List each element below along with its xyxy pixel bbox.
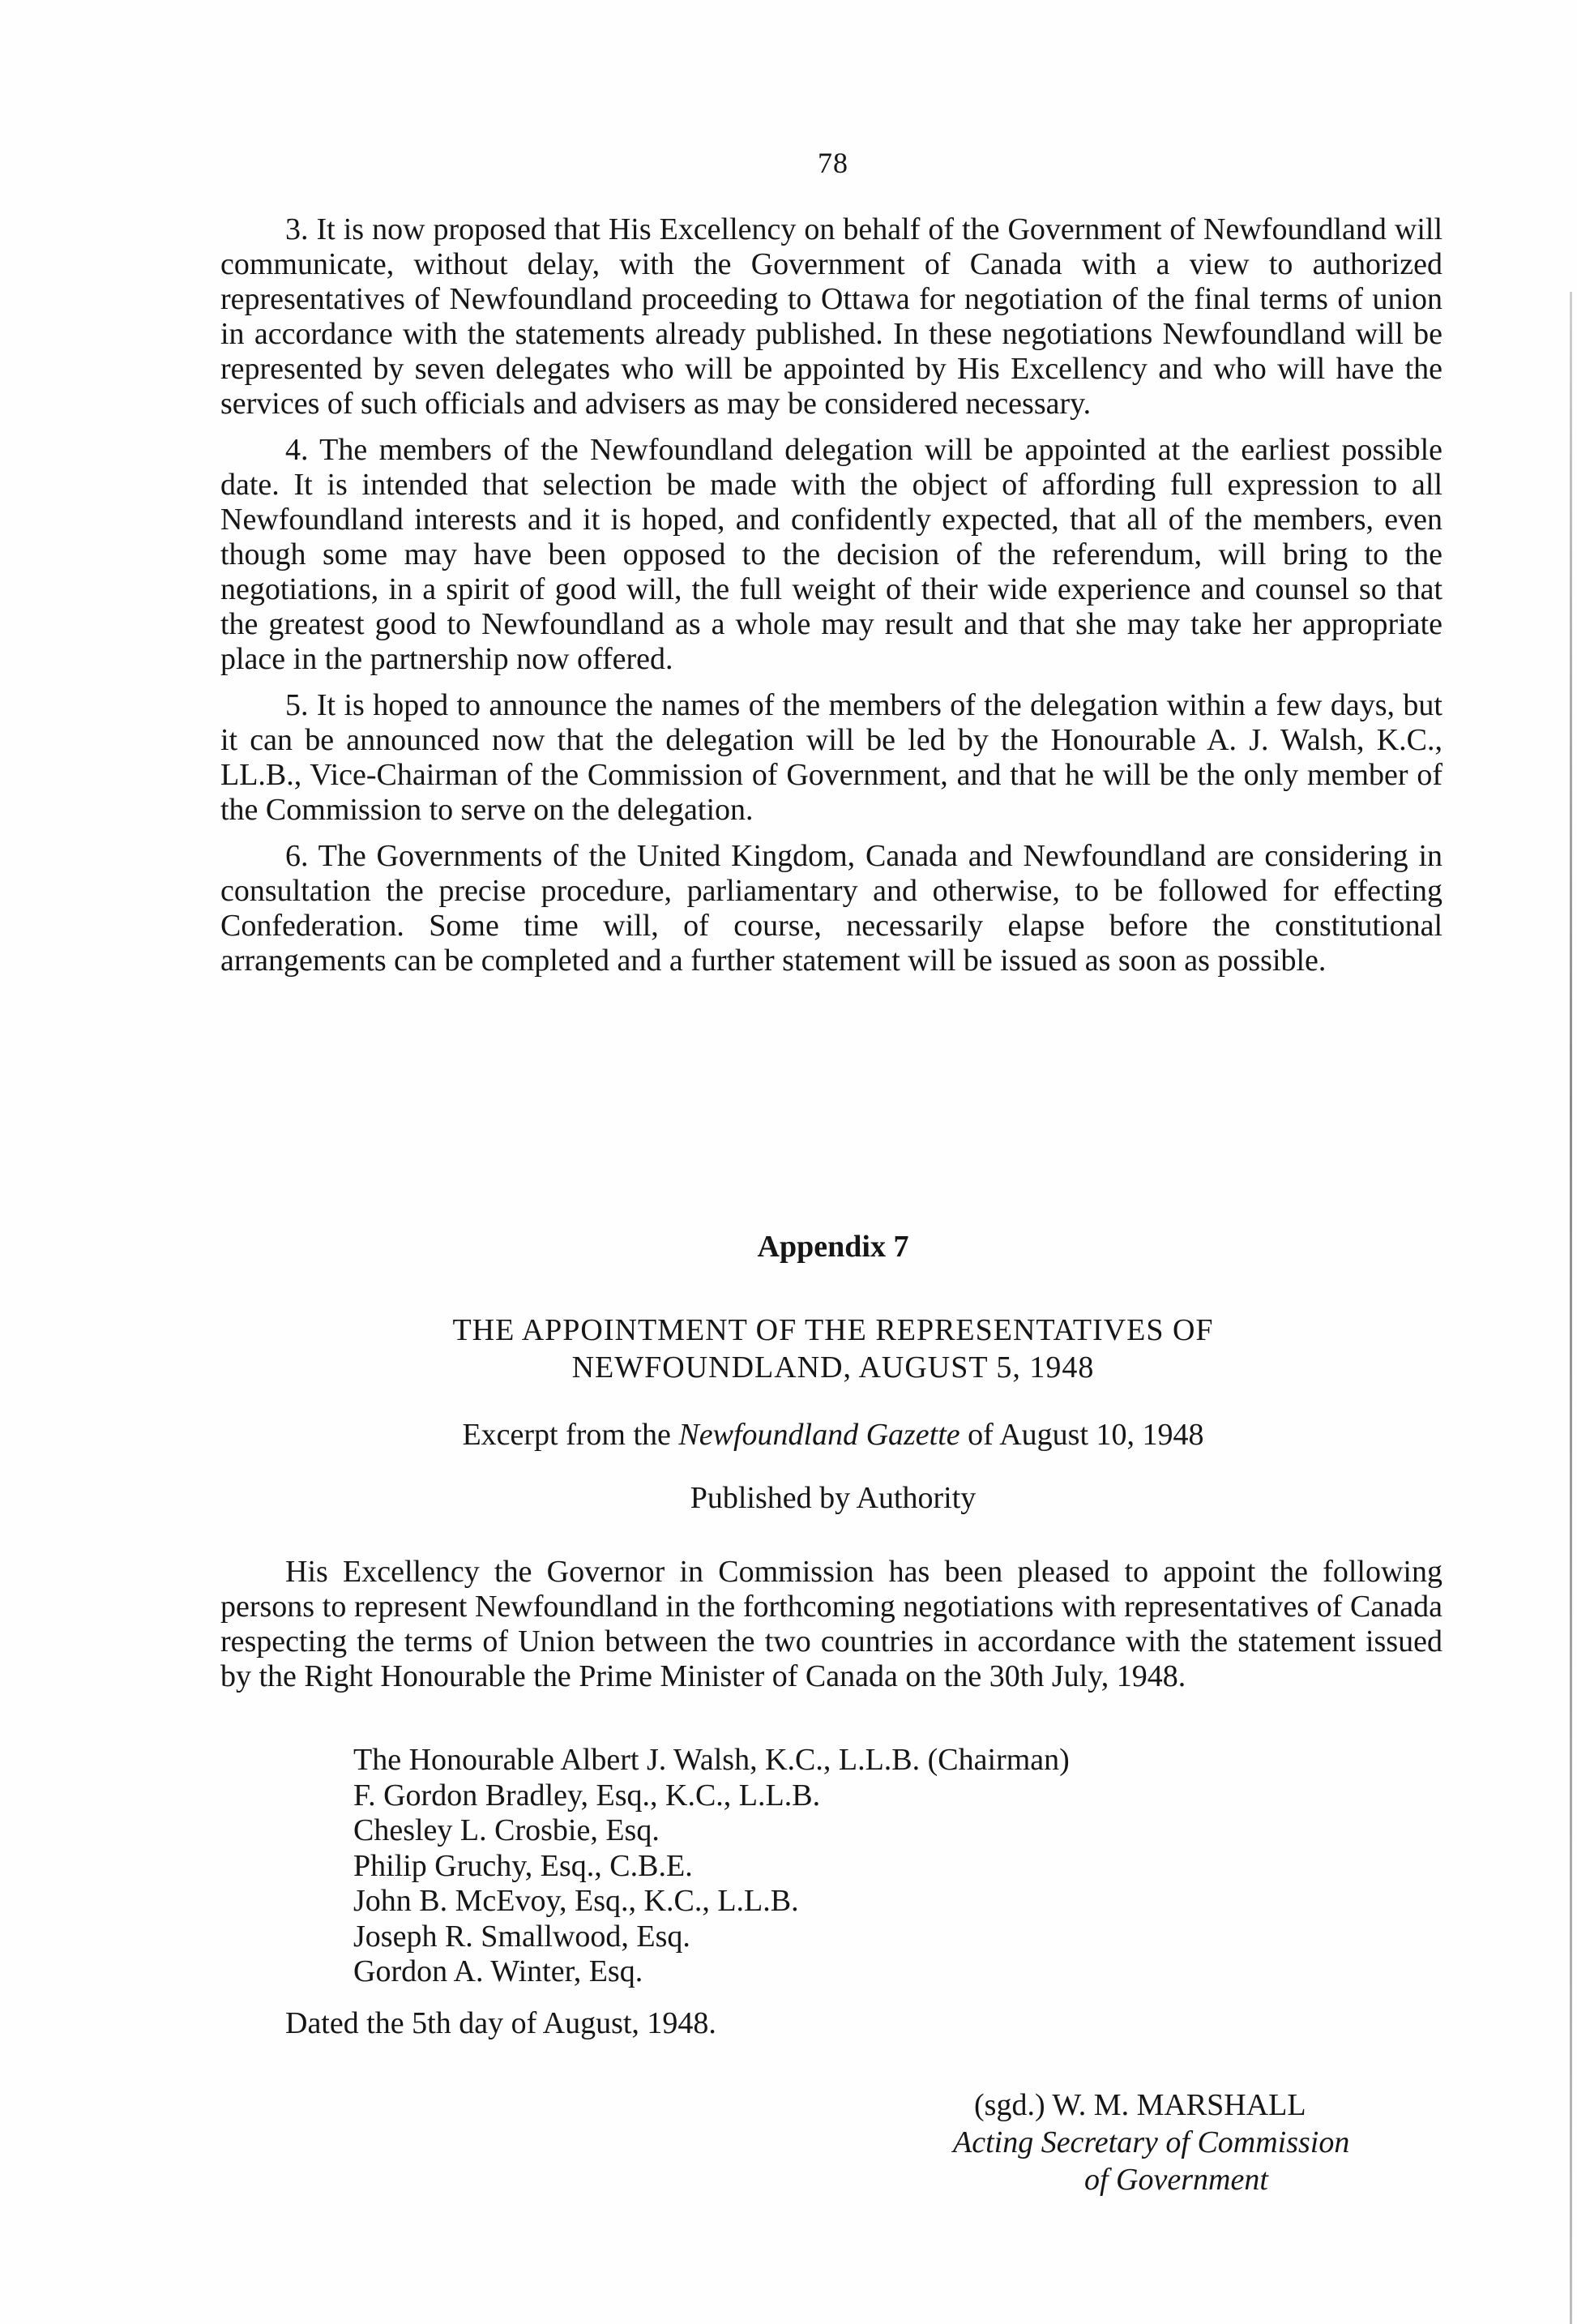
paragraph-6: 6. The Governments of the United Kingdom, Canada and Newfoundland are considering in consultation the precise procedure, parliamentary and otherwise, to be followed for effecting Confederation. Some time will, of course, necessarily elapse before the constitutional arrangements can be completed and a further statement will be issued as soon as possible. [220, 839, 1442, 978]
appointee-item: Philip Gruchy, Esq., C.B.E. [353, 1848, 693, 1883]
appendix-title-line-2: NEWFOUNDLAND, AUGUST 5, 1948 [571, 1350, 1095, 1385]
statement-body [220, 212, 1442, 990]
excerpt-prefix: Excerpt from the [462, 1418, 671, 1452]
paragraph-3: 3. It is now proposed that His Excellency on behalf of the Government of Newfoundland will communicate, without delay, with the Government of Canada with a view to authorized representatives of Newfoundland proceeding to Ottawa for negotiation of the final terms of union in accordance with the statements already published. In these negotiations Newfoundland will be represented by seven delegates who will be appointed by His Excellency and who will have the services of such officials and advisers as may be considered necessary. [220, 212, 1442, 421]
page-edge-shadow [1570, 292, 1572, 2324]
published-by-line: Published by Authority [690, 1481, 977, 1515]
excerpt-suffix: of August 10, 1948 [968, 1418, 1204, 1452]
appointee-item: The Honourable Albert J. Walsh, K.C., L.L.B. (Chairman) [353, 1743, 1070, 1777]
appointee-list [353, 1743, 1070, 1990]
signature-name: (sgd.) W. M. MARSHALL [974, 2088, 1306, 2122]
paragraph-5: 5. It is hoped to announce the names of the members of the delegation within a few days, but it can be announced now that the delegation will be led by the Honourable A. J. Walsh, K.C., LL.B., Vice-Chairman of the Commission of Government, and that he will be the only member of the Commission to serve on the delegation. [220, 688, 1442, 827]
appointee-item: John B. McEvoy, Esq., K.C., L.L.B. [353, 1884, 799, 1918]
appointee-item: F. Gordon Bradley, Esq., K.C., L.L.B. [353, 1778, 821, 1813]
excerpt-line [0, 1417, 1577, 1453]
appointee-item: Chesley L. Crosbie, Esq. [353, 1813, 660, 1847]
paragraph-4: 4. The members of the Newfoundland delegation will be appointed at the earliest possible date. It is intended that selection be made with the object of affording full expression to all Newfoundland interests and it is hoped, and confidently expected, that all of the members, even though some may have been opposed to the decision of the referendum, will bring to the negotiations, in a spirit of good will, the full weight of their wide experience and counsel so that the greatest good to Newfoundland as a whole may result and that she may take her appropriate place in the partnership now offered. [220, 433, 1442, 676]
appointee-item: Gordon A. Winter, Esq. [353, 1954, 643, 1988]
appendix-title-line-1: THE APPOINTMENT OF THE REPRESENTATIVES OF [452, 1313, 1214, 1347]
signature-block [953, 2086, 1446, 2198]
appendix-title [0, 1312, 1577, 1386]
appointment-paragraph: His Excellency the Governor in Commission has been pleased to appoint the following persons to represent Newfoundland in the forthcoming negotiations with representatives of Canada respecting the terms of Union between the two countries in accordance with the statement issued by the Right Honourable the Prime Minister of Canada on the 30th July, 1948. [220, 1555, 1442, 1693]
page-number: 78 [818, 147, 848, 179]
signature-title-line-1: Acting Secretary of Commission [953, 2125, 1350, 2159]
appointment-statement [220, 1555, 1442, 1706]
appointee-item: Joseph R. Smallwood, Esq. [353, 1919, 690, 1954]
dated-line: Dated the 5th day of August, 1948. [285, 2006, 716, 2040]
signature-title-line-2: of Government [1084, 2163, 1268, 2197]
appendix-heading: Appendix 7 [757, 1230, 909, 1264]
excerpt-source: Newfoundland Gazette [678, 1418, 960, 1452]
